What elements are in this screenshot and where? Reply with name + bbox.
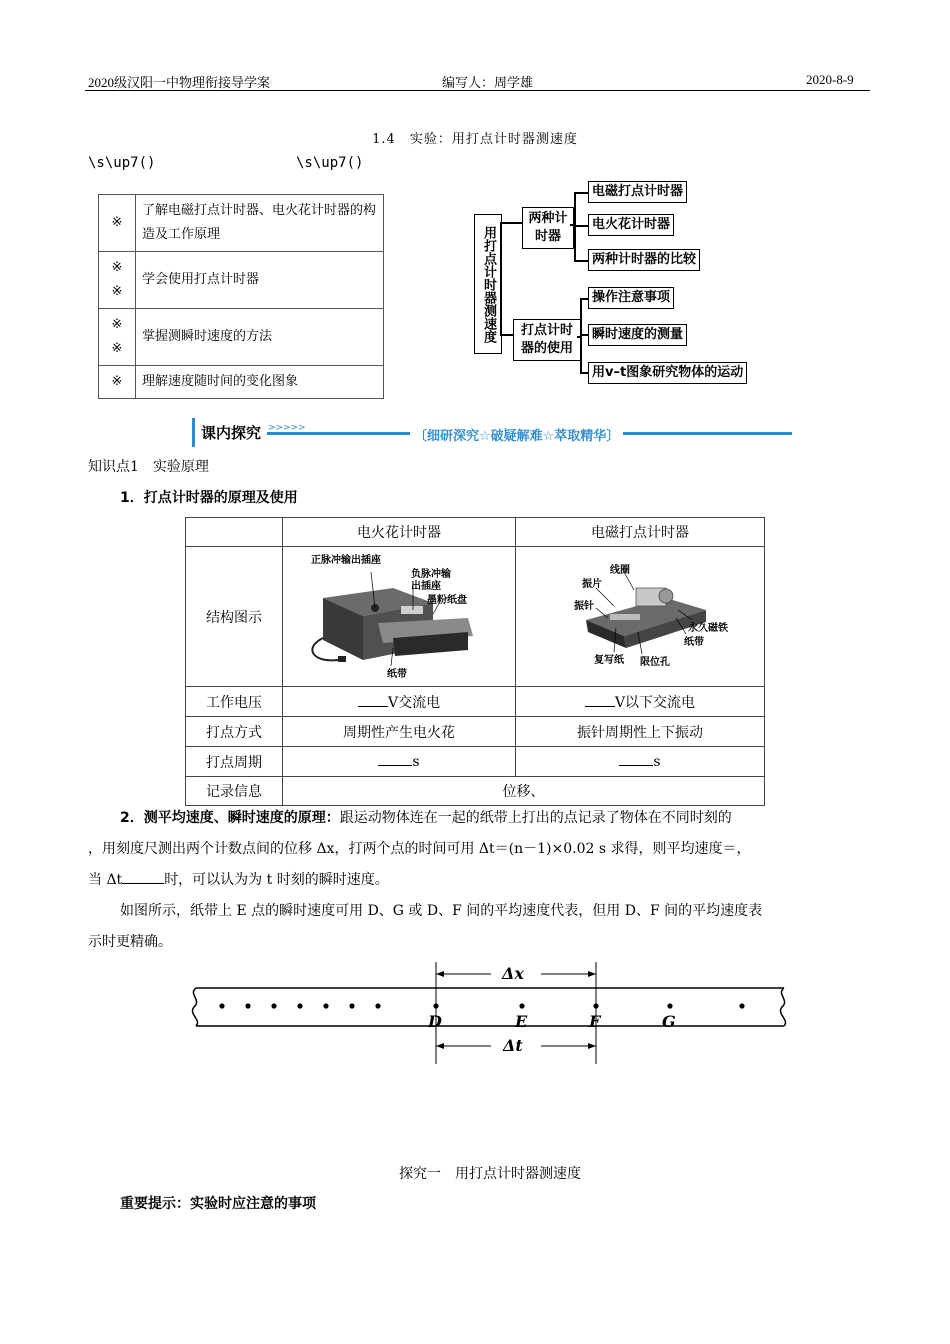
mindmap-connector: [500, 222, 522, 224]
delta-x-label: Δx: [502, 964, 524, 983]
table-row: [186, 717, 765, 747]
paragraph-figure-line1: 如图所示，纸带上 E 点的瞬时速度可用 D、G 或 D、F 间的平均速度代表，但用 D、F 间的平均速度表: [120, 903, 763, 919]
objective-text: 了解电磁打点计时器、电火花计时器的构造及工作原理: [136, 195, 384, 252]
point-label-g: G: [662, 1012, 676, 1031]
mindmap-connector: [574, 192, 588, 194]
table-col-header: 电磁打点计时器: [516, 518, 765, 547]
mindmap-leaf: 用v–t图象研究物体的运动: [588, 362, 747, 384]
cell-text: V以下交流电: [614, 694, 696, 711]
table-cell: 振针周期性上下振动: [516, 717, 765, 747]
paragraph-principle-bold: 2．测平均速度、瞬时速度的原理：: [120, 810, 340, 826]
objective-text: 理解速度随时间的变化图象: [136, 366, 384, 399]
figure-label: 永久磁铁: [688, 623, 728, 634]
mindmap-leaf: 电磁打点计时器: [588, 181, 687, 203]
mindmap-connector: [574, 192, 576, 262]
mindmap-connector: [577, 336, 582, 338]
point-label-f: F: [589, 1012, 601, 1031]
figure-label: 墨粉纸盘: [427, 595, 468, 606]
item-heading: 1．打点计时器的原理及使用: [120, 490, 298, 506]
figure-label: 纸带: [387, 669, 408, 680]
fill-blank[interactable]: [585, 706, 615, 707]
objective-row: [99, 366, 384, 399]
delta-t-label: Δt: [503, 1036, 523, 1055]
figure-label: 振片: [582, 579, 602, 590]
objective-row: [99, 309, 384, 366]
em-timer-figure: [516, 547, 765, 687]
paragraph-text: 跟运动物体连在一起的纸带上打出的点记录了物体在不同时刻的: [339, 810, 732, 826]
table-row: [186, 547, 765, 687]
table-row-label: 打点方式: [186, 717, 283, 747]
paragraph-text: 时，可以认为为 t 时刻的瞬时速度。: [164, 872, 389, 888]
table-cell: [516, 687, 765, 717]
table-cell: 位移、: [283, 777, 765, 806]
paper-tape-figure: [186, 960, 796, 1066]
mindmap-connector: [500, 334, 514, 336]
section-banner-subtitle: 〔细研深究☆破疑解难☆萃取精华〕: [410, 425, 623, 444]
objective-mark: ※: [99, 195, 136, 252]
figure-label: 出插座: [411, 581, 442, 592]
objective-row: [99, 252, 384, 309]
figure-label: 限位孔: [640, 657, 670, 668]
table-cell: 周期性产生电火花: [283, 717, 516, 747]
header-center: 编写人：周学雄: [442, 75, 534, 90]
table-row: [186, 687, 765, 717]
objective-row: [99, 195, 384, 252]
comparison-table: [185, 517, 765, 806]
point-label-d: D: [428, 1012, 442, 1031]
table-row-label: 工作电压: [186, 687, 283, 717]
table-row-label: 结构图示: [186, 547, 283, 687]
page-title: 1.4 实验：用打点计时器测速度: [372, 132, 578, 147]
paragraph-figure-line2: 示时更精确。: [88, 934, 172, 950]
table-row-label: 打点周期: [186, 747, 283, 777]
table-row: [186, 777, 765, 806]
header-rule: [85, 90, 870, 91]
table-row: [186, 747, 765, 777]
table-cell: [516, 747, 765, 777]
figure-label: 振针: [574, 601, 594, 612]
objective-mark: ※: [99, 366, 136, 399]
figure-label: 正脉冲输出插座: [311, 555, 382, 566]
fill-blank[interactable]: [358, 706, 388, 707]
objective-text: 掌握测瞬时速度的方法: [136, 309, 384, 366]
point-label-e: E: [515, 1012, 528, 1031]
section-heading: 知识点1 实验原理: [88, 459, 209, 475]
paragraph-principle-line1: [120, 808, 880, 828]
important-tip: 重要提示：实验时应注意的事项: [120, 1196, 316, 1212]
mindmap-connector: [500, 222, 502, 334]
table-cell: [283, 687, 516, 717]
mindmap-connector: [580, 334, 588, 336]
objective-mark: ※ ※: [99, 309, 136, 366]
mindmap-leaf: 两种计时器的比较: [588, 249, 700, 271]
mindmap-branch-timers: 两种计时器: [522, 207, 574, 249]
sup-marker-2: \s\up7(): [296, 155, 364, 171]
table-row-label: 记录信息: [186, 777, 283, 806]
header-left: 2020级汉阳一中物理衔接导学案: [88, 75, 271, 90]
table-corner: [186, 518, 283, 547]
header-right: 2020-8-9: [806, 72, 854, 87]
table-col-header: 电火花计时器: [283, 518, 516, 547]
mindmap-connector: [580, 372, 588, 374]
paragraph-principle-line3: [88, 870, 878, 890]
section-banner-arrows: >>>>>: [268, 423, 306, 433]
objectives-table: [98, 194, 384, 399]
objective-text: 学会使用打点计时器: [136, 252, 384, 309]
figure-label: 纸带: [684, 637, 704, 648]
mindmap-connector: [580, 298, 588, 300]
section-banner-title: 课内探究: [192, 418, 267, 447]
figure-label: 线圈: [610, 565, 630, 576]
fill-blank[interactable]: [619, 765, 653, 766]
spark-timer-figure: [283, 547, 516, 687]
objective-mark: ※ ※: [99, 252, 136, 309]
table-cell: [283, 747, 516, 777]
figure-label: 复写纸: [594, 655, 624, 666]
mindmap-leaf: 瞬时速度的测量: [588, 324, 687, 346]
paper-tape-drawing: [186, 960, 796, 1066]
fill-blank[interactable]: [122, 883, 164, 884]
fill-blank[interactable]: [378, 765, 412, 766]
mindmap-root: 用打点计时器测速度: [474, 214, 502, 354]
mindmap-connector: [574, 260, 588, 262]
cell-text: s: [653, 753, 661, 770]
table-row: [186, 518, 765, 547]
paragraph-text: 当 Δt: [88, 872, 123, 888]
cell-text: s: [412, 753, 420, 770]
mindmap-leaf: 操作注意事项: [588, 287, 674, 309]
cell-text: V交流电: [387, 694, 441, 711]
sup-marker-1: \s\up7(): [88, 155, 156, 171]
mindmap-leaf: 电火花计时器: [588, 214, 674, 236]
mindmap-branch-usage: 打点计时器的使用: [513, 319, 581, 361]
paragraph-principle-line2: ，用刻度尺测出两个计数点间的位移 Δx，打两个点的时间可用 Δt＝(n－1)×0.02 s 求得，则平均速度＝，: [88, 841, 751, 857]
mindmap-connector: [574, 225, 588, 227]
figure-label: 负脉冲输: [411, 569, 452, 580]
explore-heading: 探究一 用打点计时器测速度: [399, 1166, 581, 1182]
